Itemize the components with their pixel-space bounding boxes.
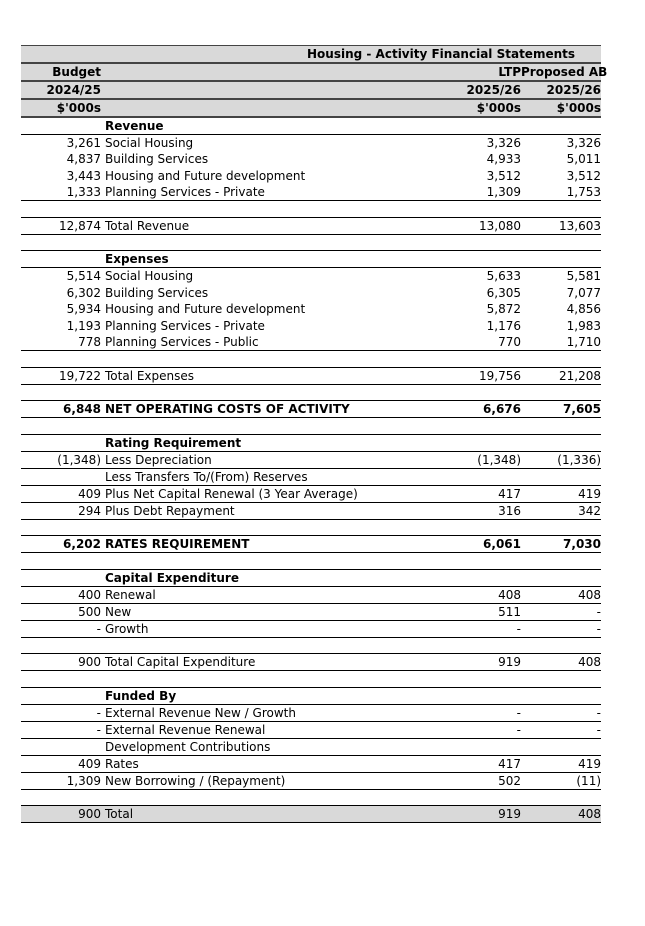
proposed-ab-value bbox=[521, 468, 601, 485]
table-row bbox=[21, 603, 601, 620]
budget-value: 5,514 bbox=[66, 269, 101, 284]
spacer-row bbox=[21, 637, 601, 654]
row-label: New bbox=[101, 603, 431, 620]
table-row bbox=[21, 168, 601, 185]
budget-value: 294 bbox=[21, 502, 101, 519]
table-row bbox=[21, 738, 601, 755]
budget-value: 778 bbox=[21, 334, 101, 351]
proposed-ab-value: 3,326 bbox=[566, 136, 602, 151]
row-label: Housing and Future development bbox=[105, 302, 306, 317]
total-revenue-row bbox=[21, 217, 601, 234]
row-label: Planning Services - Private bbox=[105, 318, 265, 333]
row-label: Planning Services - Private bbox=[101, 184, 431, 201]
ltp-value: 3,326 bbox=[486, 136, 521, 151]
proposed-ab-value: 419 bbox=[521, 755, 601, 772]
table-row bbox=[21, 151, 601, 168]
budget-value bbox=[21, 468, 101, 485]
budget-value: - bbox=[21, 704, 101, 721]
budget-value: 3,443 bbox=[66, 168, 101, 183]
proposed-ab-value: (11) bbox=[521, 772, 601, 789]
budget-value: 400 bbox=[21, 586, 101, 603]
spacer-row bbox=[21, 789, 601, 806]
proposed-ab-value: 7,030 bbox=[521, 536, 601, 553]
proposed-ab-value: 3,512 bbox=[566, 168, 602, 183]
row-label: Total Expenses bbox=[101, 367, 431, 384]
row-label: Housing and Future development bbox=[105, 168, 306, 183]
spacer-row bbox=[21, 351, 601, 368]
table-row bbox=[21, 317, 601, 334]
row-label: Building Services bbox=[105, 152, 209, 167]
financial-statement-table bbox=[21, 45, 608, 823]
ltp-value: 511 bbox=[431, 603, 521, 620]
section-title: Capital Expenditure bbox=[101, 569, 431, 586]
ltp-value: 1,176 bbox=[486, 318, 521, 333]
ltp-value: 502 bbox=[431, 772, 521, 789]
proposed-ab-value: 408 bbox=[521, 654, 601, 671]
title-row bbox=[21, 46, 601, 64]
ltp-value: (1,348) bbox=[477, 452, 521, 467]
ltp-value: 6,061 bbox=[431, 536, 521, 553]
section-heading-funded-by bbox=[21, 687, 601, 704]
ltp-value: 1,309 bbox=[431, 184, 521, 201]
budget-value: 12,874 bbox=[21, 217, 101, 234]
table-row bbox=[21, 284, 601, 301]
col-unit-ltp: $'000s bbox=[431, 99, 521, 117]
section-heading-revenue bbox=[21, 117, 601, 135]
budget-value: 4,837 bbox=[66, 152, 101, 167]
row-label: Building Services bbox=[105, 285, 209, 300]
ltp-value: 770 bbox=[431, 334, 521, 351]
header-row-label bbox=[21, 63, 601, 81]
row-label: Social Housing bbox=[105, 269, 194, 284]
spacer-row bbox=[21, 384, 601, 401]
ltp-value: 6,676 bbox=[431, 401, 521, 418]
ltp-value: 316 bbox=[431, 502, 521, 519]
proposed-ab-value: 21,208 bbox=[521, 367, 601, 384]
row-label: Planning Services - Public bbox=[101, 334, 431, 351]
section-heading-rating bbox=[21, 434, 601, 451]
table-row bbox=[21, 334, 601, 351]
table-row bbox=[21, 586, 601, 603]
proposed-ab-value: 408 bbox=[521, 586, 601, 603]
table-row bbox=[21, 620, 601, 637]
ltp-value: 919 bbox=[431, 806, 521, 823]
ltp-value: - bbox=[431, 620, 521, 637]
header-row-year bbox=[21, 81, 601, 99]
proposed-ab-value: - bbox=[521, 704, 601, 721]
proposed-ab-value: 1,753 bbox=[521, 184, 601, 201]
budget-value: - bbox=[21, 620, 101, 637]
budget-value: 5,934 bbox=[66, 302, 101, 317]
budget-value: 1,333 bbox=[21, 184, 101, 201]
ltp-value: 408 bbox=[431, 586, 521, 603]
ltp-value: 5,872 bbox=[486, 302, 521, 317]
proposed-ab-value: 342 bbox=[521, 502, 601, 519]
col-year-budget: 2024/25 bbox=[21, 81, 101, 99]
table-row bbox=[21, 268, 601, 285]
proposed-ab-value: 7,605 bbox=[521, 401, 601, 418]
table-row bbox=[21, 451, 601, 468]
budget-value: 19,722 bbox=[21, 367, 101, 384]
proposed-ab-value: (1,336) bbox=[557, 452, 602, 467]
budget-value: 6,848 bbox=[21, 401, 101, 418]
ltp-value: 5,633 bbox=[486, 269, 521, 284]
ltp-value bbox=[431, 468, 521, 485]
section-title: Expenses bbox=[101, 251, 431, 268]
col-unit-budget: $'000s bbox=[21, 99, 101, 117]
spacer-row bbox=[21, 553, 601, 570]
col-unit-proposed-ab: $'000s bbox=[521, 99, 601, 117]
row-label: Plus Debt Repayment bbox=[101, 502, 431, 519]
row-label: New Borrowing / (Repayment) bbox=[101, 772, 431, 789]
budget-value bbox=[21, 738, 101, 755]
proposed-ab-value: 419 bbox=[521, 485, 601, 502]
budget-value: 1,309 bbox=[21, 772, 101, 789]
table-row bbox=[21, 721, 601, 738]
col-header-budget: Budget bbox=[21, 63, 101, 81]
ltp-value: - bbox=[431, 721, 521, 738]
col-year-proposed-ab: 2025/26 bbox=[521, 81, 601, 99]
ltp-value: 19,756 bbox=[431, 367, 521, 384]
budget-value: (1,348) bbox=[57, 452, 101, 467]
budget-value: 6,202 bbox=[21, 536, 101, 553]
header-row-unit bbox=[21, 99, 601, 117]
table-row bbox=[21, 502, 601, 519]
proposed-ab-value: - bbox=[521, 620, 601, 637]
table-row bbox=[21, 772, 601, 789]
row-label: External Revenue Renewal bbox=[101, 721, 431, 738]
row-label: Total Revenue bbox=[101, 217, 431, 234]
row-label: Total Capital Expenditure bbox=[101, 654, 431, 671]
budget-value: 6,302 bbox=[66, 285, 101, 300]
proposed-ab-value: 1,983 bbox=[566, 318, 602, 333]
row-label: Growth bbox=[101, 620, 431, 637]
ltp-value: 417 bbox=[431, 755, 521, 772]
budget-value: 3,261 bbox=[66, 136, 101, 151]
funded-total-row bbox=[21, 806, 601, 823]
col-header-ltp: LTP bbox=[431, 63, 521, 81]
net-operating-costs-row bbox=[21, 401, 601, 418]
spacer-row bbox=[21, 201, 601, 218]
table-row bbox=[21, 301, 601, 318]
total-capex-row bbox=[21, 654, 601, 671]
row-label: NET OPERATING COSTS OF ACTIVITY bbox=[101, 401, 431, 418]
spacer-row bbox=[21, 519, 601, 536]
row-label: Development Contributions bbox=[101, 738, 431, 755]
proposed-ab-value: 4,856 bbox=[566, 302, 602, 317]
ltp-value: 6,305 bbox=[486, 285, 521, 300]
spacer-row bbox=[21, 418, 601, 435]
total-expenses-row bbox=[21, 367, 601, 384]
proposed-ab-value bbox=[521, 738, 601, 755]
budget-value: 900 bbox=[21, 654, 101, 671]
col-header-proposed-ab: Proposed AB bbox=[521, 65, 608, 79]
row-label: Renewal bbox=[101, 586, 431, 603]
budget-value: 409 bbox=[21, 485, 101, 502]
ltp-value: 13,080 bbox=[431, 217, 521, 234]
col-year-ltp: 2025/26 bbox=[431, 81, 521, 99]
row-label: External Revenue New / Growth bbox=[101, 704, 431, 721]
spacer-row bbox=[21, 234, 601, 251]
proposed-ab-value: 5,011 bbox=[566, 152, 602, 167]
proposed-ab-value: 408 bbox=[521, 806, 601, 823]
ltp-value: 417 bbox=[431, 485, 521, 502]
ltp-value bbox=[431, 738, 521, 755]
proposed-ab-value: - bbox=[521, 603, 601, 620]
section-title: Rating Requirement bbox=[101, 434, 431, 451]
table-row bbox=[21, 468, 601, 485]
rates-requirement-row bbox=[21, 536, 601, 553]
row-label: Plus Net Capital Renewal (3 Year Average) bbox=[101, 485, 431, 502]
proposed-ab-value: 1,710 bbox=[521, 334, 601, 351]
row-label: Rates bbox=[101, 755, 431, 772]
ltp-value: - bbox=[431, 704, 521, 721]
proposed-ab-value: 5,581 bbox=[566, 269, 602, 284]
budget-value: 409 bbox=[21, 755, 101, 772]
budget-value: 500 bbox=[21, 603, 101, 620]
row-label: Social Housing bbox=[105, 136, 194, 151]
ltp-value: 919 bbox=[431, 654, 521, 671]
ltp-value: 4,933 bbox=[486, 152, 521, 167]
budget-value: 1,193 bbox=[66, 318, 101, 333]
row-label: Total bbox=[101, 806, 431, 823]
section-title: Revenue bbox=[101, 117, 431, 135]
row-label: Less Transfers To/(From) Reserves bbox=[101, 468, 431, 485]
proposed-ab-value: 13,603 bbox=[521, 217, 601, 234]
row-label: Less Depreciation bbox=[105, 452, 212, 467]
budget-value: 900 bbox=[21, 806, 101, 823]
proposed-ab-value: 7,077 bbox=[566, 285, 602, 300]
section-title: Funded By bbox=[101, 687, 431, 704]
table-row bbox=[21, 755, 601, 772]
statement-title: Housing - Activity Financial Statements bbox=[21, 46, 601, 64]
table-row bbox=[21, 135, 601, 152]
section-heading-capex bbox=[21, 569, 601, 586]
row-label: RATES REQUIREMENT bbox=[101, 536, 431, 553]
budget-value: - bbox=[21, 721, 101, 738]
spacer-row bbox=[21, 671, 601, 688]
table-row bbox=[21, 184, 601, 201]
proposed-ab-value: - bbox=[521, 721, 601, 738]
table-row bbox=[21, 485, 601, 502]
section-heading-expenses bbox=[21, 251, 601, 268]
table-row bbox=[21, 704, 601, 721]
ltp-value: 3,512 bbox=[486, 168, 521, 183]
